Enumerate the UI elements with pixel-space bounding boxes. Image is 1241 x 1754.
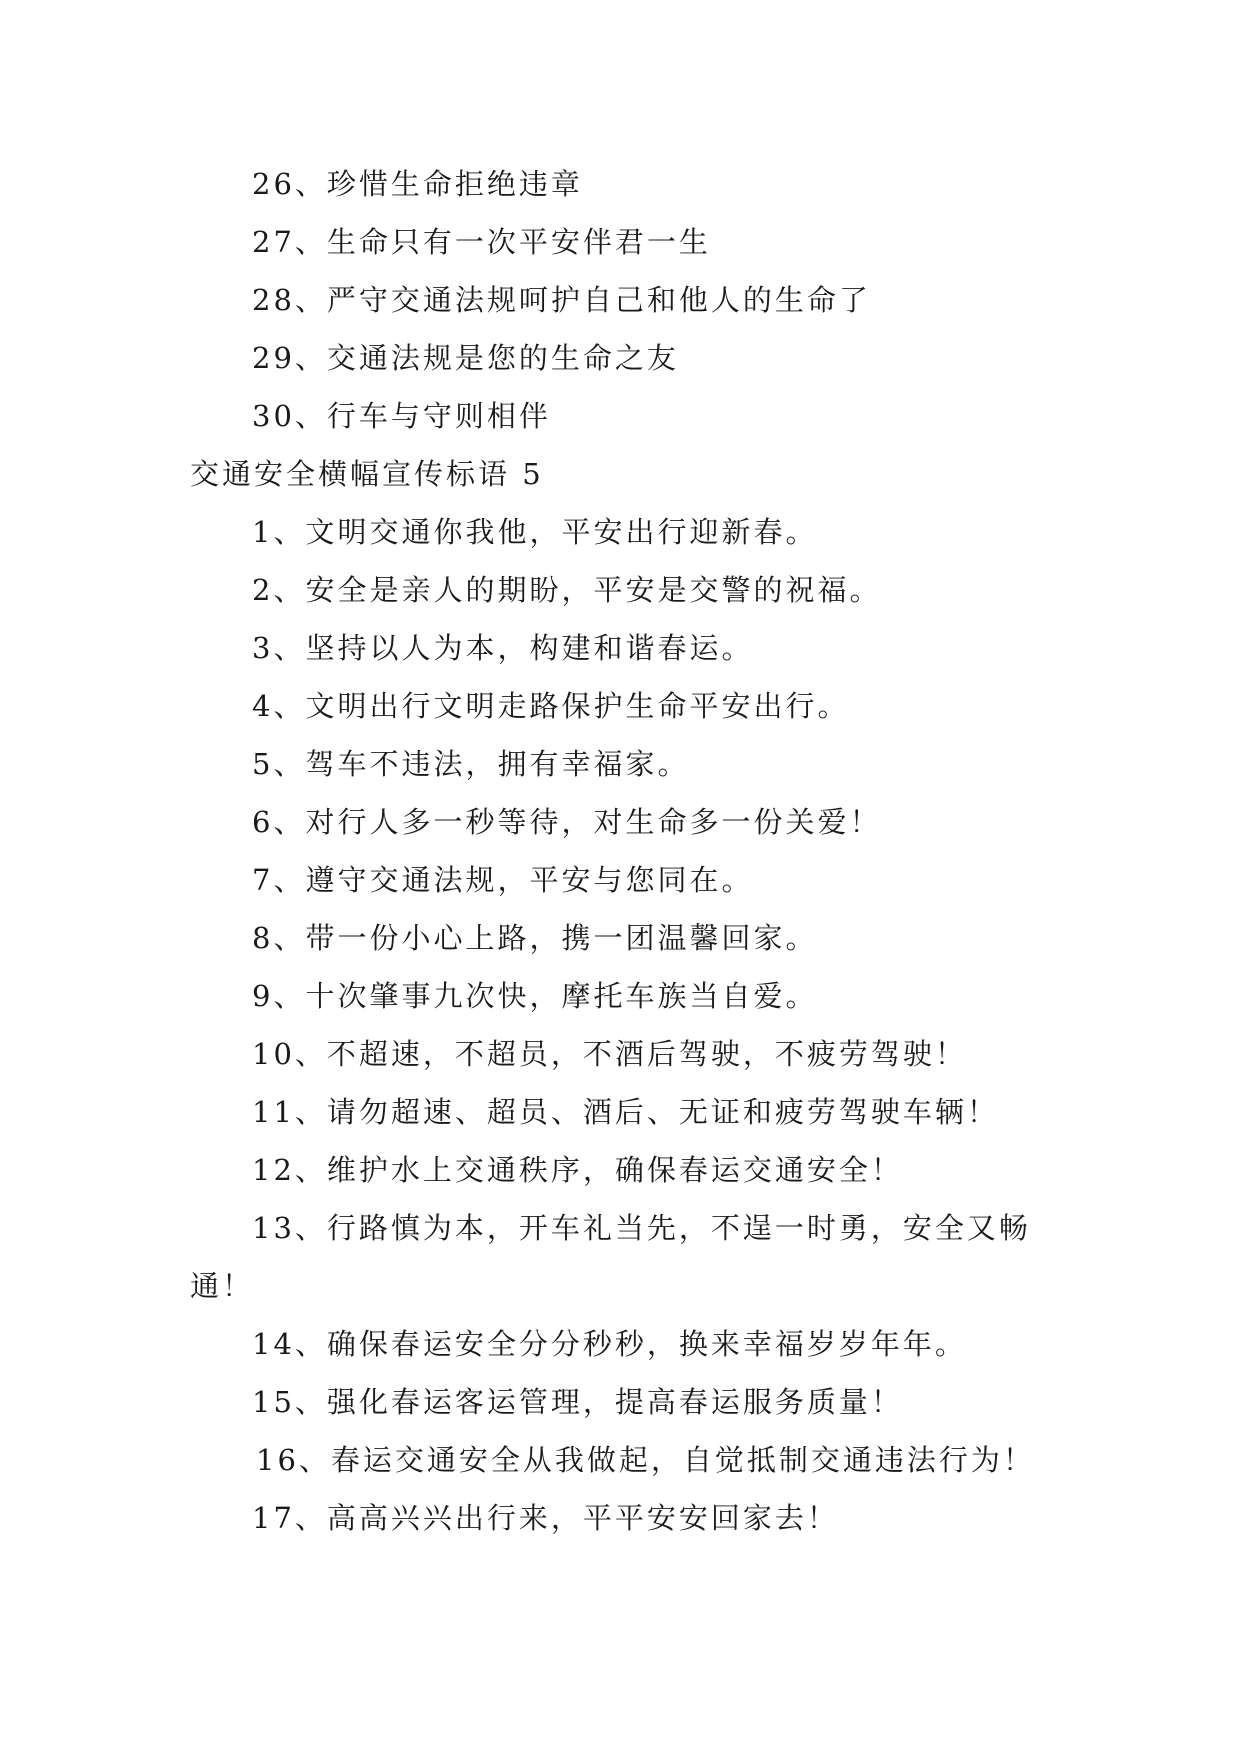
list-item: 8、带一份小心上路，携一团温馨回家。 xyxy=(252,921,818,955)
list-item: 5、驾车不违法，拥有幸福家。 xyxy=(252,747,690,781)
list-item: 11、请勿超速、超员、酒后、无证和疲劳驾驶车辆！ xyxy=(252,1095,999,1129)
section-heading: 交通安全横幅宣传标语 5 xyxy=(190,457,544,491)
list-item: 17、高高兴兴出行来，平平安安回家去！ xyxy=(252,1501,839,1535)
list-item: 16、春运交通安全从我做起，自觉抵制交通违法行为！ xyxy=(256,1443,1035,1477)
list-item: 28、严守交通法规呵护自己和他人的生命了 xyxy=(252,283,871,317)
list-item: 2、安全是亲人的期盼，平安是交警的祝福。 xyxy=(252,573,882,607)
list-item: 12、维护水上交通秩序，确保春运交通安全！ xyxy=(252,1153,903,1187)
list-item: 13、行路慎为本，开车礼当先，不逞一时勇，安全又畅 xyxy=(252,1211,1031,1245)
list-item: 10、不超速，不超员，不酒后驾驶，不疲劳驾驶！ xyxy=(252,1037,967,1071)
list-item: 15、强化春运客运管理，提高春运服务质量！ xyxy=(252,1385,903,1419)
list-item: 3、坚持以人为本，构建和谐春运。 xyxy=(252,631,754,665)
list-item: 30、行车与守则相伴 xyxy=(252,399,551,433)
list-item: 29、交通法规是您的生命之友 xyxy=(252,341,679,375)
list-item: 7、遵守交通法规，平安与您同在。 xyxy=(252,863,754,897)
list-item: 4、文明出行文明走路保护生命平安出行。 xyxy=(252,689,850,723)
list-item: 6、对行人多一秒等待，对生命多一份关爱！ xyxy=(252,805,882,839)
list-item: 26、珍惜生命拒绝违章 xyxy=(252,167,583,201)
list-item-continuation: 通！ xyxy=(190,1269,255,1303)
list-item: 9、十次肇事九次快，摩托车族当自爱。 xyxy=(252,979,818,1013)
list-item: 27、生命只有一次平安伴君一生 xyxy=(252,225,711,259)
list-item: 14、确保春运安全分分秒秒，换来幸福岁岁年年。 xyxy=(252,1327,967,1361)
list-item: 1、文明交通你我他，平安出行迎新春。 xyxy=(252,515,818,549)
